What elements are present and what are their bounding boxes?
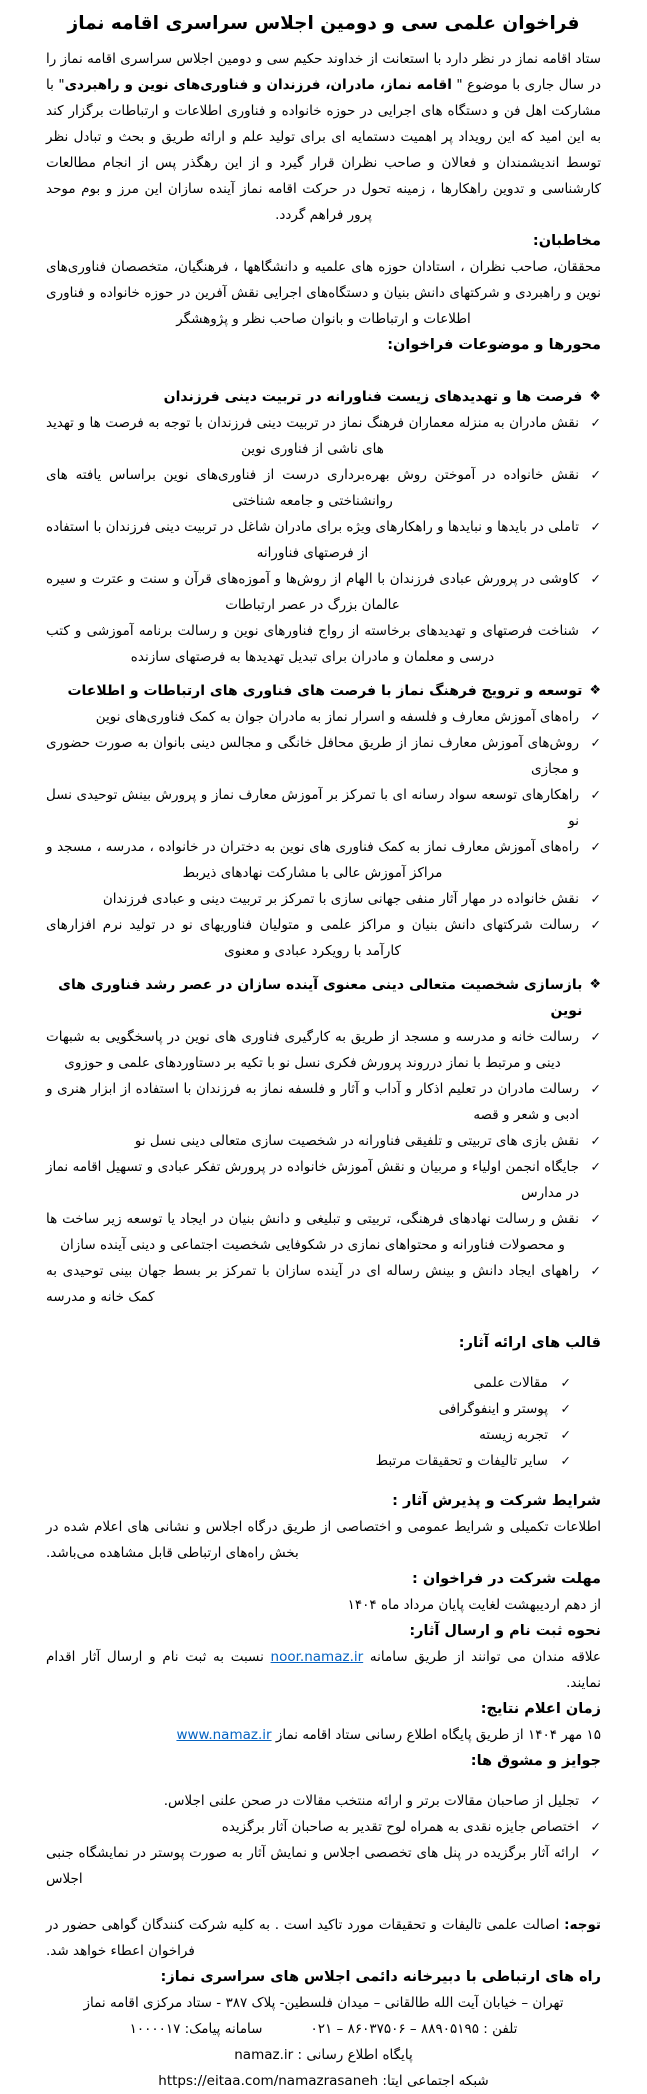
list-item-text: اختصاص جایزه نقدی به همراه لوح تقدیر به صاحبان آثار برگزیده [221,1819,579,1835]
contact-phone-row [46,2016,601,2042]
list-item [46,1814,601,1840]
list-item-text: ارائه آثار برگزیده در پنل های تخصصی اجلاس و نمایش آثار به صورت پوستر در نمایشگاه جنبی اجلاس [46,1845,579,1887]
check-icon: ✓ [560,1375,571,1390]
check-icon: ✓ [560,1401,571,1416]
audience-text: محققان، صاحب نظران ، استادان حوزه های علمیه و دانشگاهها ، فرهنگیان، متخصصان فناوری‌های نوین و راهبردی و شرکتهای دانش بنیان و دستگاه‌های اجرایی نقش آفرین در حوزه خانواده و فناوری اطلاعات و ارتباطات و بانوان صاحب نظر و پژوهشگر [46,259,601,327]
list-item [46,1370,571,1396]
list-item-text: مقالات علمی [473,1375,548,1391]
list-item-text: کاوشی در پرورش عبادی فرزندان با الهام از روش‌ها و آموزه‌های قرآن و سنت و عترت و سیره عالمان بزرگ در عصر ارتباطات [46,571,579,613]
check-icon: ✓ [590,1845,601,1860]
contact-phones: تلفن : ۸۸۹۰۵۱۹۵ – ۸۶۰۳۷۵۰۶ – ۰۲۱ [310,2021,518,2037]
list-item-text: روش‌های آموزش معارف نماز از طریق محافل خانگی و مجالس دینی بانوان به صورت حضوری و مجازی [46,735,579,777]
topic-section-1-heading [46,384,601,410]
list-item-text: تاملی در بایدها و نبایدها و راهکارهای ویژه برای مادران شاغل در تربیت دینی فرزندان با استفاده از فرصتهای فناورانه [46,519,579,561]
list-item-text: راه‌های آموزش معارف نماز به کمک فناوری های نوین به دختران در خانواده ، مدرسه ، مسجد و مراکز آموزش عالی با مشارکت نهادهای ذیربط [46,839,579,881]
awards-heading: جوایز و مشوق ها: [470,1753,601,1769]
registration-heading: نحوه ثبت نام و ارسال آثار: [409,1623,601,1639]
note-paragraph [46,1912,601,1964]
check-icon: ✓ [590,1211,601,1226]
list-item-text: پوستر و اینفوگرافی [438,1401,548,1417]
diamond-bullet-icon: ❖ [589,977,601,992]
list-item-text: سایر تالیفات و تحقیقات مرتبط [375,1453,548,1469]
check-icon: ✓ [590,1029,601,1044]
contact-heading: راه های ارتباطی با دبیرخانه دائمی اجلاس های سراسری نماز: [160,1969,601,1985]
list-item-text: راههای ایجاد دانش و بینش رساله ای در آینده سازان با تمرکز بر بسط جهان بینی توحیدی به کمک خانه و مدرسه [46,1263,579,1305]
list-item [46,410,601,462]
list-item-text: تجلیل از صاحبان مقالات برتر و ارائه منتخب مقالات در صحن علنی اجلاس. [163,1793,579,1809]
check-icon: ✓ [590,709,601,724]
results-website-link[interactable]: www.namaz.ir [176,1727,272,1743]
list-item [46,730,601,782]
list-item-text: رسالت شرکتهای دانش بنیان و مراکز علمی و متولیان فناوریهای نو در تولید نرم افزارهای کارآمد با رویکرد عبادی و معنوی [46,917,579,959]
list-item [46,912,601,964]
topic-section-1-title: فرصت ها و تهدیدهای زیست فناورانه در تربیت دینی فرزندان [163,389,583,405]
diamond-bullet-icon: ❖ [589,683,601,698]
list-item [46,1788,601,1814]
check-icon: ✓ [590,787,601,802]
check-icon: ✓ [590,623,601,638]
deadline-heading: مهلت شرکت در فراخوان : [411,1571,601,1587]
list-item [46,782,601,834]
list-item-text: شناخت فرصتهای و تهدیدهای برخاسته از رواج فناورهای نوین و رسالت برنامه آموزشی و کتب درسی و معلمان و مادران برای تبدیل تهدیدها به فرصتهای سازنده [46,623,579,665]
check-icon: ✓ [590,519,601,534]
contact-social-line [46,2068,601,2094]
check-icon: ✓ [590,735,601,750]
contact-social-label: شبکه اجتماعی ایتا: [378,2073,489,2089]
list-item-text: راه‌های آموزش معارف و فلسفه و اسرار نماز به مادران جوان به کمک فناوری‌های نوین [95,709,579,725]
intro-part2: " با مشارکت اهل فن و دستگاه های اجرایی در حوزه خانواده و فناوری اطلاعات و ارتباطات برگزار کند به این امید که این رویداد پر اهمیت دستمایه ای برای تولید علم و ارائه طریق و بحث و تبادل نظر توسط اندیشمندان و فعالان و صاحب نظران قرار گیرد و از این رهگذر پس از انجام مطالعات کارشناسی و تدوین راهکارها ، زمینه تحول در حرکت اقامه نماز آینده سازان این مرز و بوم موحد پرور فراهم گردد. [46,77,601,223]
list-item-text: راهکارهای توسعه سواد رسانه ای با تمرکز بر آموزش معارف نماز و پرورش بینش توحیدی نسل نو [46,787,579,829]
check-icon: ✓ [560,1427,571,1442]
deadline-text: از دهم اردیبهشت لغایت پایان مرداد ماه ۱۴۰۴ [347,1597,601,1613]
contact-website[interactable]: namaz.ir [234,2047,294,2063]
list-item-text: جایگاه انجمن اولیاء و مربیان و نقش آموزش خانواده در پرورش تفکر عبادی و تسهیل اقامه نماز در مدارس [46,1159,579,1201]
intro-part1: ستاد اقامه نماز در نظر دارد با استعانت از خداوند حکیم سی و دومین اجلاس سراسری اقامه نماز را در سال جاری با موضوع " [46,51,601,93]
list-item [46,1206,601,1258]
list-item [46,1258,601,1310]
list-item [46,1422,571,1448]
list-item [46,1154,601,1206]
registration-post: نسبت به ثبت نام و ارسال آثار اقدام نمایند. [46,1649,601,1691]
registration-portal-link[interactable]: noor.namaz.ir [270,1649,364,1665]
list-item-text: رسالت خانه و مدرسه و مسجد از طریق به کارگیری فناوری های نوین در پاسخگویی به شبهات دینی و مرتبط با نماز درروند پرورش فکری نسل نو با تکیه بر دستاوردهای علمی و حوزوی [46,1029,579,1071]
list-item [46,1396,571,1422]
list-item [46,1128,601,1154]
topic-section-2-title: توسعه و ترویج فرهنگ نماز با فرصت های فناوری های ارتباطات و اطلاعات [67,683,583,699]
list-item [46,462,601,514]
check-icon: ✓ [590,467,601,482]
formats-list [46,1370,601,1474]
list-item-text: نقش بازی های تربیتی و تلفیقی فناورانه در شخصیت سازی متعالی دینی نسل نو [134,1133,579,1149]
registration-text [46,1644,601,1696]
results-pre: ۱۵ مهر ۱۴۰۴ از طریق پایگاه اطلاع رسانی ستاد اقامه نماز [271,1727,601,1743]
list-item [46,1840,601,1892]
list-item-text: نقش و رسالت نهادهای فرهنگی، تربیتی و تبلیغی و دانش بنیان در ایجاد یا توسعه زیر ساخت ها و محصولات فناورانه و محتواهای نمازی در شکوفایی شخصیت اجتماعی و دینی آینده سازان [46,1211,579,1253]
contact-social-url[interactable]: https://eitaa.com/namazrasaneh [158,2073,379,2089]
list-item-text: نقش مادران به منزله معماران فرهنگ نماز در تربیت دینی فرزندان با توجه به فرصت ها و تهدید های ناشی از فناوری نوین [46,415,579,457]
diamond-bullet-icon: ❖ [589,389,601,404]
list-item-text: رسالت مادران در تعلیم اذکار و آداب و آثار و فلسفه نماز به فرزندان با استفاده از ابزار هنری و ادبی و شعر و قصه [46,1081,579,1123]
list-item [46,1024,601,1076]
check-icon: ✓ [560,1453,571,1468]
topic-section-3-heading [46,972,601,1024]
audience-heading: مخاطبان: [532,233,601,249]
contact-website-line [46,2042,601,2068]
topic-section-2-heading [46,678,601,704]
contact-website-label: پایگاه اطلاع رسانی : [293,2047,413,2063]
list-item [46,514,601,566]
intro-paragraph [46,46,601,228]
check-icon: ✓ [590,415,601,430]
check-icon: ✓ [590,1081,601,1096]
check-icon: ✓ [590,1819,601,1834]
note-text: اصالت علمی تالیفات و تحقیقات مورد تاکید است . به کلیه شرکت کنندگان گواهی حضور در فراخوان اعطاء خواهد شد. [46,1917,565,1959]
list-item [46,1448,571,1474]
page-title: فراخوان علمی سی و دومین اجلاس سراسری اقامه نماز [67,13,580,34]
list-item [46,834,601,886]
check-icon: ✓ [590,917,601,932]
results-text [46,1722,601,1748]
check-icon: ✓ [590,1263,601,1278]
note-label: توجه: [564,1917,601,1933]
list-item-text: نقش خانواده در آموختن روش بهره‌برداری درست از فناوری‌های نوین براساس یافته های روانشناختی و جامعه شناختی [46,467,579,509]
check-icon: ✓ [590,839,601,854]
conditions-text: اطلاعات تکمیلی و شرایط عمومی و اختصاصی از طریق درگاه اجلاس و نشانی های اعلام شده در بخش راه‌های ارتباطی قابل مشاهده می‌باشد. [46,1519,601,1561]
contact-address: تهران – خیابان آیت الله طالقانی – میدان فلسطین- پلاک ۳۸۷ - ستاد مرکزی اقامه نماز [83,1995,564,2011]
list-item [46,566,601,618]
intro-theme-bold: اقامه نماز، مادران، فرزندان و فناوری‌های نوین و راهبردی [64,77,452,93]
check-icon: ✓ [590,1159,601,1174]
topic-section-3-title: بازسازی شخصیت متعالی دینی معنوی آینده سازان در عصر رشد فناوری های نوین [58,977,583,1019]
check-icon: ✓ [590,1793,601,1808]
contact-sms: سامانه پیامک: ۱۰۰۰۰۱۷ [129,2021,263,2037]
list-item [46,1076,601,1128]
conditions-heading: شرایط شرکت و پذیرش آثار : [392,1493,601,1509]
registration-pre: علاقه مندان می توانند از طریق سامانه [363,1649,601,1665]
check-icon: ✓ [590,1133,601,1148]
list-item [46,704,601,730]
results-heading: زمان اعلام نتایج: [480,1701,601,1717]
formats-heading: قالب های ارائه آثار: [458,1335,601,1351]
list-item-text: نقش خانواده در مهار آثار منفی جهانی سازی با تمرکز بر تربیت دینی و عبادی فرزندان [102,891,579,907]
topics-heading: محورها و موضوعات فراخوان: [387,337,601,353]
check-icon: ✓ [590,891,601,906]
list-item-text: تجربه زیسته [479,1427,548,1443]
check-icon: ✓ [590,571,601,586]
list-item [46,886,601,912]
list-item [46,618,601,670]
